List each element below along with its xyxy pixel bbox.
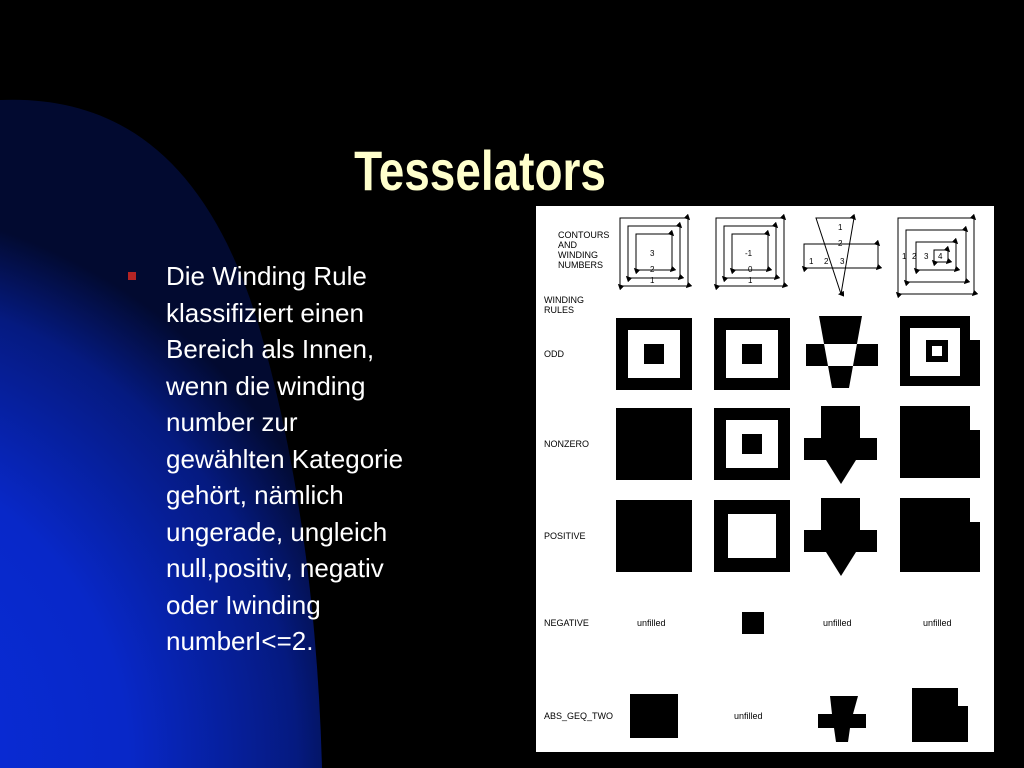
contour xyxy=(916,242,956,270)
contour xyxy=(816,218,854,294)
winding-number: 2 xyxy=(824,257,829,266)
section-label: WINDING RULES xyxy=(544,295,584,315)
winding-rules-drawing xyxy=(536,206,994,752)
winding-rules-figure xyxy=(536,206,994,752)
row-label-negative: NEGATIVE xyxy=(544,618,589,628)
cell-unfilled: unfilled xyxy=(923,618,952,628)
header-label: CONTOURS AND WINDING NUMBERS xyxy=(558,230,610,270)
winding-number: 1 xyxy=(838,223,843,232)
odd-shape-2 xyxy=(714,318,790,390)
winding-number: 3 xyxy=(924,252,929,261)
nonzero-shape-3 xyxy=(804,406,877,484)
odd-shape-3 xyxy=(806,316,878,388)
winding-number: 1 xyxy=(748,276,753,285)
cell-unfilled: unfilled xyxy=(823,618,852,628)
abs-geq-two-shape-1 xyxy=(630,694,678,738)
winding-number: 3 xyxy=(650,249,655,258)
cell-unfilled: unfilled xyxy=(734,711,763,721)
winding-number: 0 xyxy=(748,265,753,274)
slide-title: Tesselators xyxy=(354,139,606,202)
nonzero-shape-4 xyxy=(900,406,980,478)
winding-number: 2 xyxy=(838,239,843,248)
positive-shape-1 xyxy=(616,500,692,572)
bullet-marker xyxy=(128,272,136,280)
row-label-positive: POSITIVE xyxy=(544,531,586,541)
nonzero-shape-1 xyxy=(616,408,692,480)
bullet-text: Die Winding Rule klassifiziert einen Bereich als Innen, wenn die winding number zur gewählten Kategorie gehört, nämlich ungerade, ungleich null,positiv, negativ oder Iwinding numberI<=2. xyxy=(166,261,404,656)
winding-number: 4 xyxy=(938,252,943,261)
positive-shape-2 xyxy=(714,500,790,572)
contour xyxy=(898,218,974,294)
winding-number: 3 xyxy=(840,257,845,266)
positive-shape-4 xyxy=(900,498,980,572)
winding-number: 2 xyxy=(912,252,917,261)
winding-number: 1 xyxy=(650,276,655,285)
cell-unfilled: unfilled xyxy=(637,618,666,628)
winding-number: -1 xyxy=(745,249,753,258)
row-label-odd: ODD xyxy=(544,349,564,359)
winding-number: 2 xyxy=(650,265,655,274)
positive-shape-3 xyxy=(804,498,877,576)
nonzero-shape-2 xyxy=(714,408,790,480)
winding-number: 1 xyxy=(809,257,814,266)
odd-shape-1 xyxy=(616,318,692,390)
row-label-nonzero: NONZERO xyxy=(544,439,589,449)
negative-shape-2 xyxy=(742,612,764,634)
abs-geq-two-shape-3 xyxy=(818,696,866,742)
row-label-abs-geq-two: ABS_GEQ_TWO xyxy=(544,711,614,721)
abs-geq-two-shape-4 xyxy=(912,688,968,742)
odd-shape-4 xyxy=(900,316,980,386)
winding-number: 1 xyxy=(902,252,907,261)
